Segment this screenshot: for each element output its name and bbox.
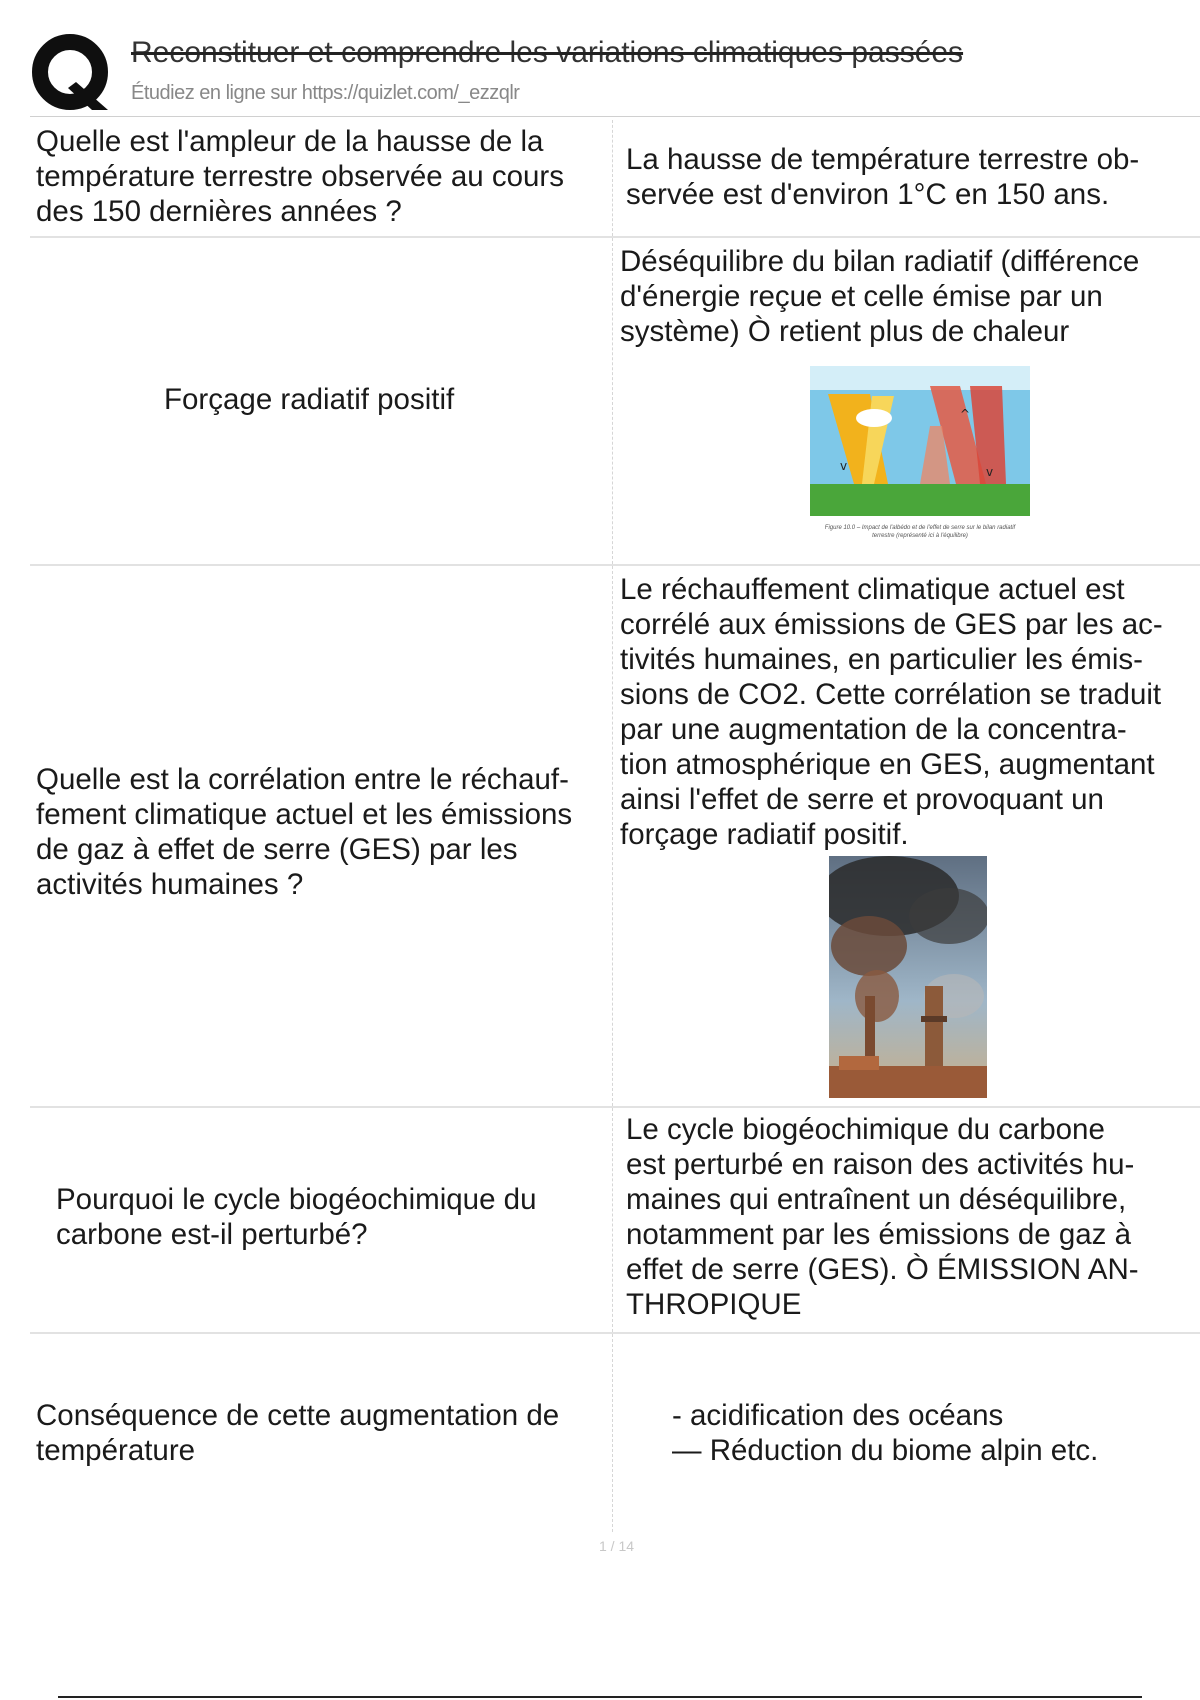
card-term xyxy=(164,382,738,417)
term-line: température terrestre observée au cours xyxy=(36,160,564,193)
quizlet-logo-icon xyxy=(32,32,112,112)
page-number: 1 / 14 xyxy=(598,1538,635,1554)
card-definition xyxy=(626,142,1200,212)
term-line: de gaz à effet de serre (GES) par les xyxy=(36,833,518,866)
caption-line: Figure 10.0 – Impact de l'albédo et de l'effet de serre sur le bilan radiatif xyxy=(824,525,1016,531)
definition-line: est perturbé en raison des activités hu- xyxy=(626,1148,1135,1181)
definition-line: Le réchauffement climatique actuel est xyxy=(620,573,1125,606)
definition-line: Le cycle biogéochimique du carbone xyxy=(626,1113,1105,1146)
flashcard-1 xyxy=(30,120,1200,238)
flashcard-3 xyxy=(30,566,1200,1108)
svg-text:v: v xyxy=(840,459,848,473)
term-line: fement climatique actuel et les émissions xyxy=(36,798,573,831)
definition-line: effet de serre (GES). Ò ÉMISSION AN- xyxy=(626,1253,1139,1286)
card-divider xyxy=(612,120,613,236)
card-term xyxy=(36,124,610,229)
card-definition xyxy=(672,1398,1200,1468)
smokestack-photo xyxy=(829,856,987,1098)
term-line: Forçage radiatif positif xyxy=(164,383,455,416)
definition-line: notamment par les émissions de gaz à xyxy=(626,1218,1132,1251)
term-line: Pourquoi le cycle biogéochimique du xyxy=(56,1183,537,1216)
card-divider xyxy=(612,1334,613,1532)
svg-text:v: v xyxy=(986,465,994,479)
definition-line: Déséquilibre du bilan radiatif (différence xyxy=(620,245,1140,278)
card-definition xyxy=(620,244,1200,349)
definition-line: tion atmosphérique en GES, augmentant xyxy=(620,748,1155,781)
term-line: activités humaines ? xyxy=(36,868,304,901)
term-line: carbone est-il perturbé? xyxy=(56,1218,368,1251)
term-line: Quelle est l'ampleur de la hausse de la xyxy=(36,125,544,158)
definition-line: servée est d'environ 1°C en 150 ans. xyxy=(626,178,1110,211)
radiative-balance-diagram xyxy=(810,366,1030,516)
footer-divider xyxy=(58,1696,1142,1698)
definition-line: tivités humaines, en particulier les émis- xyxy=(620,643,1144,676)
definition-line: — Réduction du biome alpin etc. xyxy=(672,1434,1099,1467)
term-line: Quelle est la corrélation entre le réchauf- xyxy=(36,763,569,796)
definition-line: d'énergie reçue et celle émise par un xyxy=(620,280,1103,313)
card-term xyxy=(36,762,610,902)
page-header xyxy=(0,0,1200,118)
definition-line: maines qui entraînent un déséquilibre, xyxy=(626,1183,1127,1216)
definition-line: par une augmentation de la concentra- xyxy=(620,713,1127,746)
svg-text:^: ^ xyxy=(960,407,971,421)
card-term xyxy=(36,1398,610,1468)
page-title: Reconstituer et comprendre les variations climatiques passées xyxy=(131,36,964,69)
card-divider xyxy=(612,566,613,1106)
definition-line: forçage radiatif positif. xyxy=(620,818,909,851)
term-line: température xyxy=(36,1434,196,1467)
flashcard-5 xyxy=(30,1334,1200,1532)
term-line: des 150 dernières années ? xyxy=(36,195,402,228)
term-line: Conséquence de cette augmentation de xyxy=(36,1399,560,1432)
flashcard-2 xyxy=(30,238,1200,566)
definition-line: THROPIQUE xyxy=(626,1288,802,1321)
definition-line: système) Ò retient plus de chaleur xyxy=(620,315,1070,348)
flashcard-4 xyxy=(30,1108,1200,1334)
definition-line: - acidification des océans xyxy=(672,1399,1004,1432)
card-definition xyxy=(620,572,1200,852)
definition-line: corrélé aux émissions de GES par les ac- xyxy=(620,608,1163,641)
definition-line: La hausse de température terrestre ob- xyxy=(626,143,1140,176)
definition-line: ainsi l'effet de serre et provoquant un xyxy=(620,783,1104,816)
header-divider xyxy=(30,116,1200,117)
definition-line: sions de CO2. Cette corrélation se traduit xyxy=(620,678,1162,711)
card-definition xyxy=(626,1112,1200,1322)
caption-line: terrestre (représenté ici à l'équilibre) xyxy=(872,533,968,539)
figure-caption xyxy=(790,524,1050,540)
study-online-link[interactable]: Étudiez en ligne sur https://quizlet.com/_ezzqlr xyxy=(131,82,520,104)
card-term xyxy=(56,1182,630,1252)
